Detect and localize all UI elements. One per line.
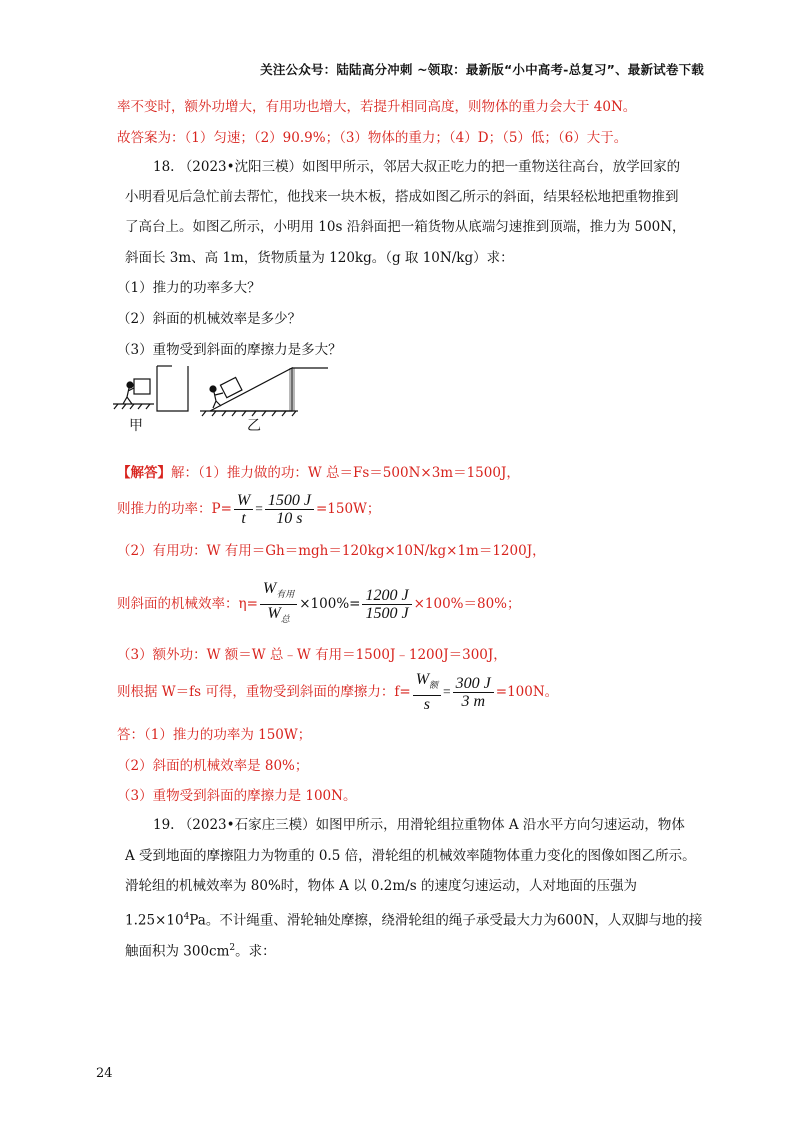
answer-line-2: （2）斜面的机械效率是 80%；	[117, 758, 309, 774]
q19-line-1: 19. （2023•石家庄三模）如图甲所示，用滑轮组拉重物体 A 沿水平方向匀速运动，物体	[153, 817, 685, 833]
power-formula-fraction	[234, 492, 253, 527]
fraction-denominator: 10 s	[276, 509, 303, 527]
solution-efficiency-line	[117, 582, 521, 626]
q19-line-3: 滑轮组的机械效率为 80%时，物体 A 以 0.2m/s 的速度匀速运动，人对地面的压强为	[125, 878, 637, 894]
fraction-numerator: 1500 J	[265, 492, 314, 510]
solution-line-5: （3）额外功：W 额＝W 总﹣W 有用＝1500J﹣1200J＝300J，	[117, 647, 507, 663]
solution-work: 解：（1）推力做的功：W 总＝Fs＝500N×3m＝1500J，	[171, 465, 520, 481]
fraction-numerator: 300 J	[453, 675, 494, 693]
efficiency-value-fraction	[362, 587, 411, 622]
q18-line-1: 18. （2023•沈阳三模）如图甲所示，邻居大叔正吃力的把一重物送往高台，放学回家的	[153, 159, 681, 175]
q19-line-4: $1.25\times 10^4Pa$。不计绳重、滑轮轴处摩擦，绕滑轮组的绳子承受最大力为600N，人双脚与地的接	[125, 912, 703, 929]
fraction-numerator: 1200 J	[362, 587, 411, 605]
fraction-denominator: 1500 J	[365, 604, 409, 622]
efficiency-mid: ×100%=	[299, 596, 361, 612]
fraction-numerator: W	[234, 492, 253, 510]
figure-label-yi: 乙	[247, 418, 261, 434]
efficiency-prefix: 则斜面的机械效率：η=	[117, 596, 258, 612]
solution-tag: 【解答】	[117, 465, 171, 481]
q18-line-3: 了高台上。如图乙所示，小明用 10s 沿斜面把一箱货物从底端匀速推到顶端，推力为 500N，	[125, 219, 686, 235]
fraction-denominator: t	[241, 509, 246, 527]
q18-line-4: 斜面长 3m、高 1m，货物质量为 120kg。（g 取 10N/kg）求：	[125, 250, 514, 266]
q19-line-5: 触面积为 $300cm^2$。求：	[125, 943, 276, 960]
friction-result: =100N。	[495, 684, 559, 700]
solution-friction-line: 则根据 W＝fs 可得，重物受到斜面的摩擦力：f= $\frac{W_额}{s}$ = $\frac{300 J}{3 m}$ =100N。	[117, 671, 559, 713]
solution-line-1	[117, 463, 520, 483]
q18-sub-2: （2）斜面的机械效率是多少？	[117, 311, 302, 327]
fraction-numerator: $W_额$	[413, 671, 441, 695]
fraction-denominator: 3 m	[461, 692, 485, 710]
prev-answer-line-1: 率不变时，额外功增大，有用功也增大，若提升相同高度，则物体的重力会大于 40N。	[117, 99, 637, 115]
friction-value-fraction	[453, 675, 494, 710]
q19-line-2: A 受到地面的摩擦阻力为物重的 0.5 倍，滑轮组的机械效率随物体重力变化的图像如图乙所示。	[125, 848, 696, 864]
page-header: 关注公众号：陆陆高分冲刺 ~领取：最新版“小中高考-总复习”、最新试卷下载	[260, 62, 704, 77]
q18-sub-3: （3）重物受到斜面的摩擦力是多大？	[117, 342, 342, 358]
power-prefix: 则推力的功率：P=	[117, 501, 232, 517]
fraction-numerator: $W_{有用}$	[260, 580, 297, 604]
solution-power-line: 则推力的功率：P= $\frac{W}{t}$ = $\frac{1500 J}{10 s}$ =150W；	[117, 491, 381, 527]
power-result: =150W；	[315, 501, 381, 517]
friction-formula-fraction	[413, 671, 441, 712]
solution-line-3: （2）有用功：W 有用＝Gh＝mgh＝120kg×10N/kg×1m＝1200J，	[117, 543, 546, 559]
q18-line-2: 小明看见后急忙前去帮忙，他找来一块木板，搭成如图乙所示的斜面，结果轻松地把重物推到	[125, 189, 679, 205]
prev-answer-line-2: 故答案为：（1）匀速；（2）90.9%；（3）物体的重力；（4）D；（5）低；（6）大于。	[117, 130, 628, 146]
efficiency-formula-fraction	[260, 580, 297, 627]
friction-prefix: 则根据 W＝fs 可得，重物受到斜面的摩擦力：f=	[117, 684, 411, 700]
figure-jia	[113, 366, 188, 411]
q18-sub-1: （1）推力的功率多大？	[117, 280, 261, 296]
q18-figure	[110, 360, 350, 440]
figure-yi	[200, 368, 328, 416]
fraction-denominator: s	[423, 695, 430, 713]
power-value-fraction	[265, 492, 314, 527]
figure-label-jia: 甲	[129, 418, 143, 434]
page-number: 24	[96, 1066, 113, 1081]
answer-line-3: （3）重物受到斜面的摩擦力是 100N。	[117, 788, 357, 804]
answer-line-1: 答：（1）推力的功率为 150W；	[117, 727, 312, 743]
efficiency-result: ×100%＝80%；	[413, 596, 521, 612]
fraction-denominator: $W_总$	[267, 604, 290, 624]
